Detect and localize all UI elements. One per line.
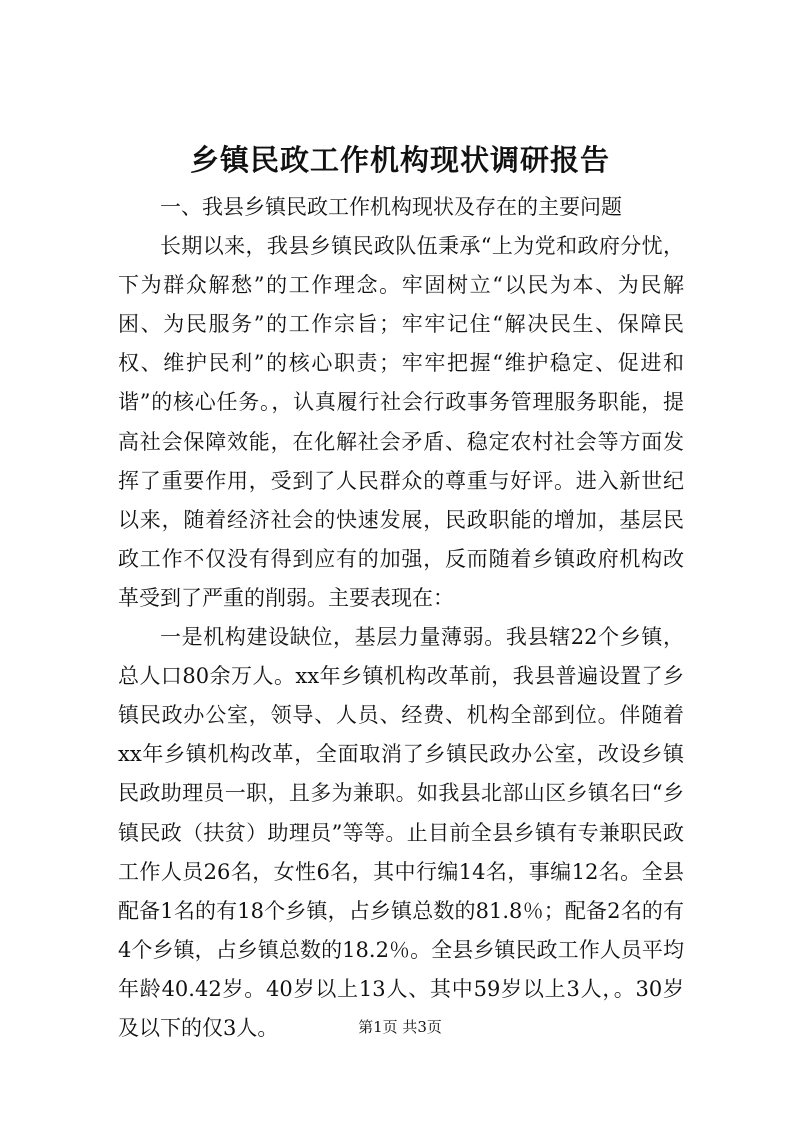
document-body [118,188,684,1048]
page-indicator: 第1页 共3页 [358,1018,442,1036]
paragraph-institution-issues: 一是机构建设缺位，基层力量薄弱。我县辖22个乡镇，总人口80余万人。xx年乡镇机构改革前，我县普遍设置了乡镇民政办公室，领导、人员、经费、机构全部到位。伴随着xx年乡镇机构改革，全面取消了乡镇民政办公室，改设乡镇民政助理员一职，且多为兼职。如我县北部山区乡镇名曰“乡镇民政（扶贫）助理员”等等。止目前全县乡镇有专兼职民政工作人员26名，女性6名，其中行编14名，事编12名。全县配备1名的有18个乡镇，占乡镇总数的81.8％；配备2名的有4个乡镇，占乡镇总数的18.2％。全县乡镇民政工作人员平均年龄40.42岁。40岁以上13人、其中59岁以上3人，。30岁及以下的仅3人。 [118,625,684,1040]
section-heading: 一、我县乡镇民政工作机构现状及存在的主要问题 [160,195,622,219]
page-footer [0,1017,800,1037]
document-title: 乡镇民政工作机构现状调研报告 [189,143,610,177]
paragraph-background: 长期以来，我县乡镇民政队伍秉承“上为党和政府分忧，下为群众解愁”的工作理念。牢固树立“以民为本、为民解困、为民服务”的工作宗旨；牢牢记住“解决民生、保障民权、维护民利”的核心职责；牢牢把握“维护稳定、促进和谐”的核心任务。，认真履行社会行政事务管理服务职能，提高社会保障效能，在化解社会矛盾、稳定农村社会等方面发挥了重要作用，受到了人民群众的尊重与好评。进入新世纪以来，随着经济社会的快速发展，民政职能的增加，基层民政工作不仅没有得到应有的加强，反而随着乡镇政府机构改革受到了严重的削弱。主要表现在： [118,234,684,610]
